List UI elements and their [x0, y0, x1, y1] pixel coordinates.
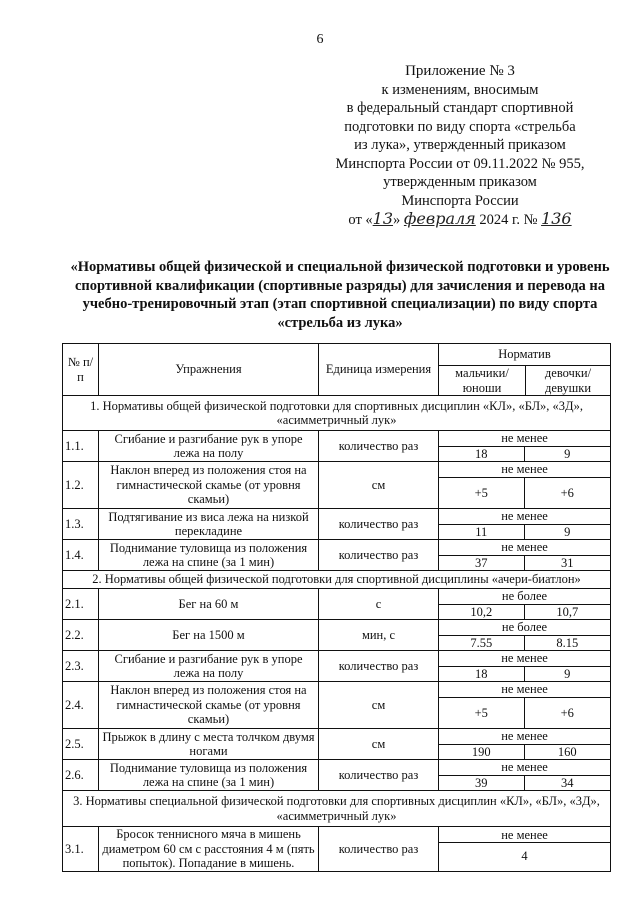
row-unit: количество раз: [319, 760, 439, 791]
row-num: 2.6.: [63, 760, 99, 791]
row-exercise: Бег на 60 м: [99, 589, 319, 620]
row-unit: количество раз: [319, 540, 439, 571]
norm-condition: не менее: [439, 462, 610, 478]
norm-girls: +6: [560, 485, 574, 500]
row-unit: см: [319, 682, 439, 729]
norm-boys: +5: [439, 698, 525, 729]
row-unit: количество раз: [319, 827, 439, 872]
row-exercise: Бег на 1500 м: [99, 620, 319, 651]
row-norm: [439, 431, 611, 462]
norms-table: [62, 343, 611, 872]
row-num: 2.3.: [63, 651, 99, 682]
row-num: 2.4.: [63, 682, 99, 729]
table-row: [63, 509, 611, 540]
appendix-line: подготовки по виду спорта «стрельба: [344, 118, 576, 135]
norm-condition: не менее: [439, 431, 610, 447]
norm-condition: не более: [439, 589, 610, 605]
norm-boys: 10,2: [439, 605, 525, 620]
row-exercise: Поднимание туловища из положения лежа на спине (за 1 мин): [99, 540, 319, 571]
table-row: [63, 431, 611, 462]
row-num: 1.2.: [63, 462, 99, 509]
section-title: 2. Нормативы общей физической подготовки для спортивной дисциплины «ачери-биатлон»: [63, 571, 611, 589]
norm-girls: +6: [560, 705, 574, 720]
appendix-line: утвержденным приказом: [383, 174, 537, 190]
row-unit: с: [319, 589, 439, 620]
table-row: [63, 682, 611, 729]
row-norm: [439, 540, 611, 571]
row-unit: см: [319, 729, 439, 760]
norm-boys: 7.55: [439, 636, 525, 651]
appendix-line: в федеральный стандарт спортивной: [346, 100, 574, 116]
row-unit: количество раз: [319, 651, 439, 682]
handwritten-number: 136: [541, 209, 572, 228]
norm-condition: не менее: [439, 509, 610, 525]
table-row: [63, 729, 611, 760]
header-norm: Норматив: [439, 344, 611, 366]
header-unit: Единица измерения: [319, 344, 439, 396]
document-title: «Нормативы общей физической и специальной физической подготовки и уровень спортивной квалификации (спортивные разряды) для зачисления и перевода на учебно-тренировочный этап (этап спортивной специализации) по виду спорта «стрельба из лука»: [70, 259, 610, 331]
norm-condition: не менее: [439, 828, 610, 844]
row-norm: [439, 682, 611, 729]
row-num: 1.1.: [63, 431, 99, 462]
row-unit: мин, с: [319, 620, 439, 651]
row-exercise: Бросок теннисного мяча в мишень диаметром 60 см с расстояния 4 м (пять попыток). Попадание в мишень.: [99, 827, 319, 872]
row-num: 3.1.: [63, 827, 99, 872]
row-norm: [439, 651, 611, 682]
table-row: [63, 589, 611, 620]
row-norm: [439, 620, 611, 651]
norm-girls: 9: [564, 666, 571, 681]
norm-condition: не менее: [439, 651, 610, 667]
row-exercise: Сгибание и разгибание рук в упоре лежа на полу: [99, 651, 319, 682]
row-norm: [439, 729, 611, 760]
norm-boys: 190: [439, 745, 525, 760]
norm-boys: 39: [439, 776, 525, 791]
row-unit: см: [319, 462, 439, 509]
norm-condition: не менее: [439, 760, 610, 776]
row-exercise: Подтягивание из виса лежа на низкой перекладине: [99, 509, 319, 540]
row-unit: количество раз: [319, 431, 439, 462]
page-number: 6: [316, 32, 324, 47]
header-girls: девочки/ девушки: [526, 366, 611, 396]
norm-condition: не менее: [439, 540, 610, 556]
section-title: 3. Нормативы специальной физической подготовки для спортивных дисциплин «КЛ», «БЛ», «3Д», «асимметричный лук»: [63, 791, 611, 827]
row-num: 2.2.: [63, 620, 99, 651]
row-exercise: Прыжок в длину с места толчком двумя ногами: [99, 729, 319, 760]
row-num: 1.4.: [63, 540, 99, 571]
row-exercise: Наклон вперед из положения стоя на гимнастической скамье (от уровня скамьи): [99, 682, 319, 729]
norm-girls: 8.15: [556, 635, 579, 650]
row-unit: количество раз: [319, 509, 439, 540]
handwritten-day: 13: [372, 209, 394, 228]
norm-condition: не менее: [439, 729, 610, 745]
row-norm: [439, 462, 611, 509]
row-exercise: Сгибание и разгибание рук в упоре лежа на полу: [99, 431, 319, 462]
row-norm: [439, 827, 611, 872]
header-boys: мальчики/ юноши: [439, 366, 526, 396]
norm-girls: 31: [561, 555, 574, 570]
appendix-block: [300, 62, 620, 230]
table-row: [63, 651, 611, 682]
norm-girls: 9: [564, 446, 571, 461]
row-norm: [439, 760, 611, 791]
row-norm: [439, 589, 611, 620]
norm-condition: не менее: [439, 682, 610, 698]
norm-boys: +5: [439, 478, 525, 509]
norm-boys: 11: [439, 525, 525, 540]
table-row: [63, 827, 611, 872]
appendix-line: Минспорта России от 09.11.2022 № 955,: [335, 155, 585, 172]
section-title: 1. Нормативы общей физической подготовки для спортивных дисциплин «КЛ», «БЛ», «3Д», «асимметричный лук»: [63, 396, 611, 431]
appendix-line: Минспорта России: [401, 192, 519, 209]
norm-girls: 9: [564, 524, 571, 539]
table-row: [63, 540, 611, 571]
norm-condition: не более: [439, 620, 610, 636]
norm-boys: 18: [439, 447, 525, 462]
header-exercise: Упражнения: [99, 344, 319, 396]
row-exercise: Наклон вперед из положения стоя на гимнастической скамье (от уровня скамьи): [99, 462, 319, 509]
row-num: 2.1.: [63, 589, 99, 620]
row-num: 1.3.: [63, 509, 99, 540]
appendix-line: к изменениям, вносимым: [381, 81, 539, 98]
row-exercise: Поднимание туловища из положения лежа на спине (за 1 мин): [99, 760, 319, 791]
handwritten-month: февраля: [403, 209, 476, 228]
norm-boys: 18: [439, 667, 525, 682]
norm-girls: 160: [557, 744, 577, 759]
table-row: [63, 620, 611, 651]
row-norm: [439, 509, 611, 540]
appendix-date: от «13» февраля 2024 г. № 136: [348, 209, 572, 228]
norm-girls: 10,7: [556, 604, 579, 619]
header-num: № п/п: [63, 344, 99, 396]
table-row: [63, 462, 611, 509]
appendix-line: из лука», утвержденный приказом: [354, 137, 566, 153]
appendix-title: Приложение № 3: [405, 63, 515, 79]
norm-boys: 37: [439, 556, 525, 571]
norm-girls: 34: [561, 775, 574, 790]
row-num: 2.5.: [63, 729, 99, 760]
table-row: [63, 760, 611, 791]
norm-value: 4: [521, 849, 528, 864]
